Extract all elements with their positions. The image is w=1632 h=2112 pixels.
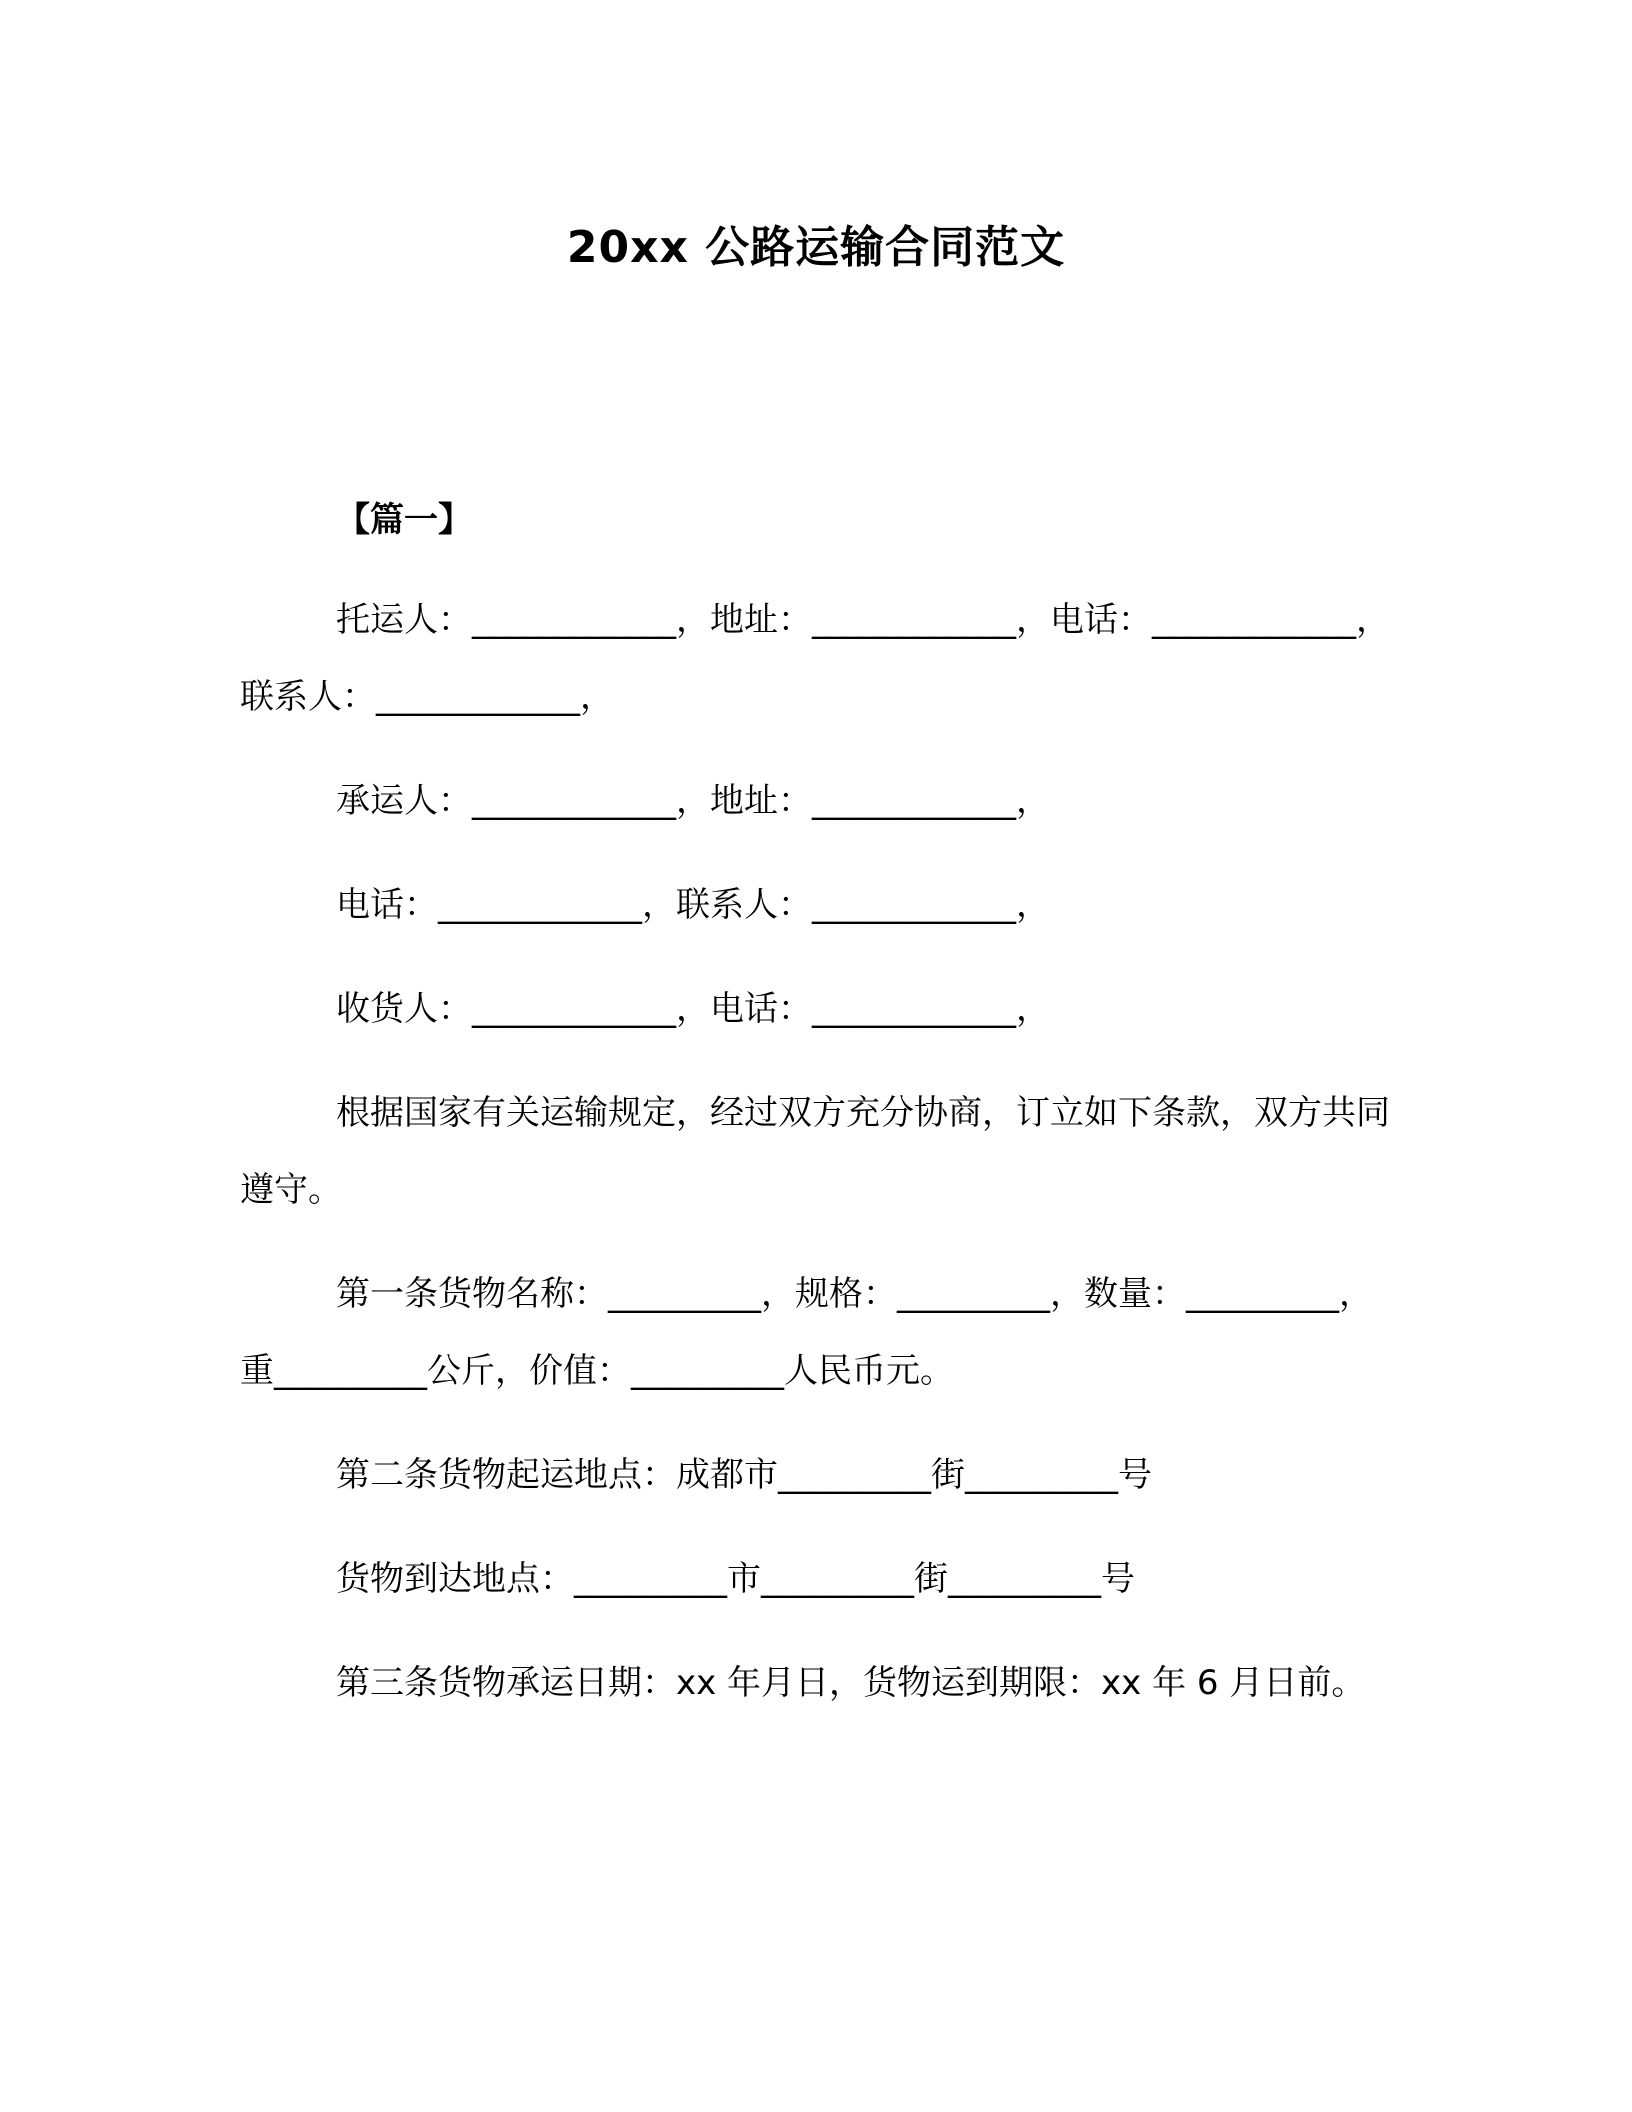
section-heading: 【篇一】 (336, 500, 472, 540)
paragraph-preamble: 根据国家有关运输规定，经过双方充分协商，订立如下条款，双方共同遵守。 (240, 1093, 1390, 1210)
document-body (240, 582, 1390, 1749)
paragraph-article-1: 第一条货物名称：_________，规格：_________，数量：_________，重_________公斤，价值：_________人民币元。 (240, 1274, 1373, 1391)
paragraph-consignee: 收货人：____________，电话：____________， (336, 989, 1050, 1029)
paragraph-consignor: 托运人：____________，地址：____________，电话：____________，联系人：____________， (240, 600, 1390, 717)
paragraph-article-2: 第二条货物起运地点：成都市_________街_________号 (336, 1455, 1152, 1495)
paragraph-destination: 货物到达地点：_________市_________街_________号 (336, 1559, 1135, 1599)
paragraph-carrier-phone: 电话：____________，联系人：____________， (336, 885, 1050, 925)
paragraph-article-3: 第三条货物承运日期：xx 年月日，货物运到期限：xx 年 6 月日前。 (336, 1663, 1366, 1703)
paragraph-carrier: 承运人：____________，地址：____________， (336, 781, 1050, 821)
document-title: 20xx 公路运输合同范文 (566, 222, 1066, 273)
